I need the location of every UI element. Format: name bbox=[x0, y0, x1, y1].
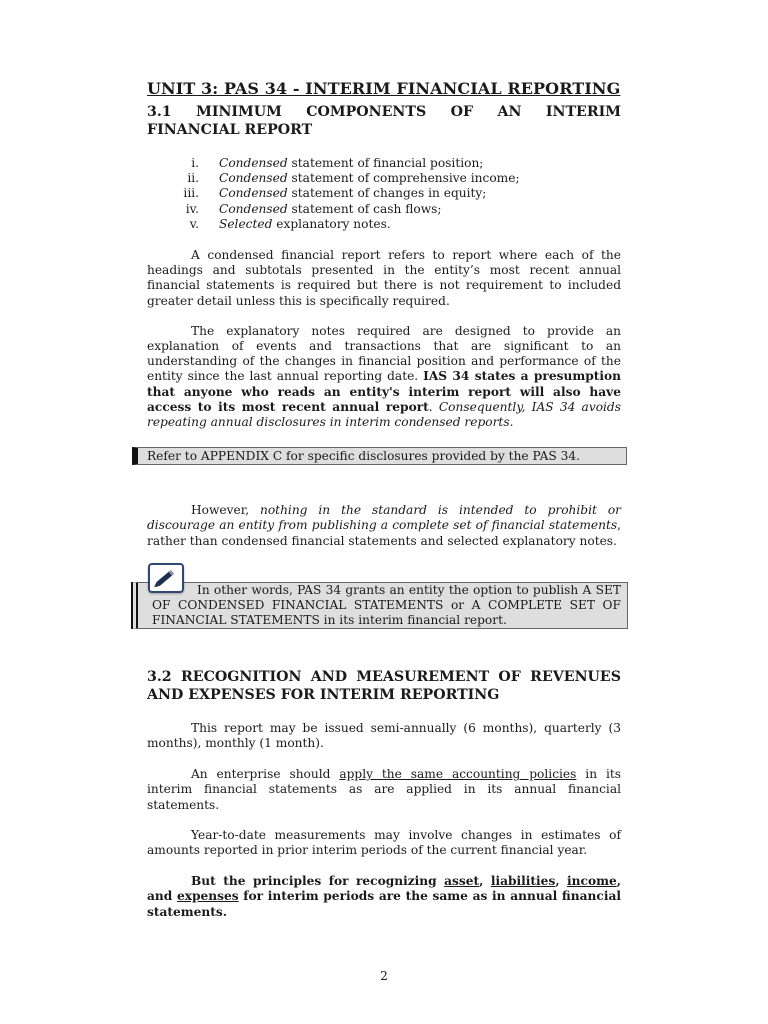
list-item: iv. Condensed statement of cash flows; bbox=[185, 201, 442, 216]
list-item: ii. Condensed statement of comprehensive income; bbox=[187, 171, 520, 186]
callout-text: In other words, PAS 34 grants an entity the option to publish A SET OF CONDENSED FINANCIAL STATEMENTS or A COMPLETE SET OF FINANCIAL STATEMENTS in its interim financial report. bbox=[152, 583, 621, 627]
list-item: iii. Condensed statement of changes in equity; bbox=[183, 186, 487, 201]
components-list bbox=[147, 156, 621, 232]
in-other-words-callout bbox=[131, 582, 628, 629]
issuance-paragraph: This report may be issued semi-annually (6 months), quarterly (3 months), monthly (1 month). bbox=[147, 720, 621, 751]
section-heading-3-2: 3.2 RECOGNITION AND MEASUREMENT OF REVENUES AND EXPENSES FOR INTERIM REPORTING bbox=[147, 668, 621, 703]
appendix-callout: Refer to APPENDIX C for specific disclosures provided by the PAS 34. bbox=[132, 447, 627, 465]
principles-paragraph: But the principles for recognizing asset, liabilities, income, and expenses for interim periods are the same as in annual financial statements. bbox=[147, 874, 621, 919]
explanatory-notes-paragraph: The explanatory notes required are designed to provide an explanation of events and transactions that are significant to an understanding of the changes in financial position and performance of the entity since the last annual reporting date. IAS 34 states a presumption that anyone who reads an entity's interim report will also have access to its most recent annual report. Consequently, IAS 34 avoids repeating annual disclosures in interim condensed reports. bbox=[147, 323, 621, 430]
however-paragraph: However, nothing in the standard is intended to prohibit or discourage an entity from publishing a complete set of financial statements, rather than condensed financial statements and selected explanatory notes. bbox=[147, 503, 621, 548]
page-number: 2 bbox=[380, 969, 388, 983]
year-to-date-paragraph: Year-to-date measurements may involve changes in estimates of amounts reported in prior interim periods of the current financial year. bbox=[147, 827, 621, 858]
list-item: i. Condensed statement of financial position; bbox=[191, 156, 484, 170]
list-item: v. Selected explanatory notes. bbox=[189, 216, 391, 231]
condensed-report-paragraph: A condensed financial report refers to report where each of the headings and subtotals presented in the entity’s most recent annual financial statements is required but there is not requirement to included greater detail unless this is specifically required. bbox=[147, 248, 621, 308]
accounting-policies-paragraph: An enterprise should apply the same accounting policies in its interim financial statements as are applied in its annual financial statements. bbox=[147, 767, 621, 812]
document-page bbox=[147, 78, 621, 920]
pencil-icon bbox=[148, 563, 184, 593]
section-heading-3-1: 3.1 MINIMUM COMPONENTS OF AN INTERIM FINANCIAL REPORT bbox=[147, 104, 621, 138]
unit-title: UNIT 3: PAS 34 - INTERIM FINANCIAL REPORTING bbox=[147, 79, 621, 98]
